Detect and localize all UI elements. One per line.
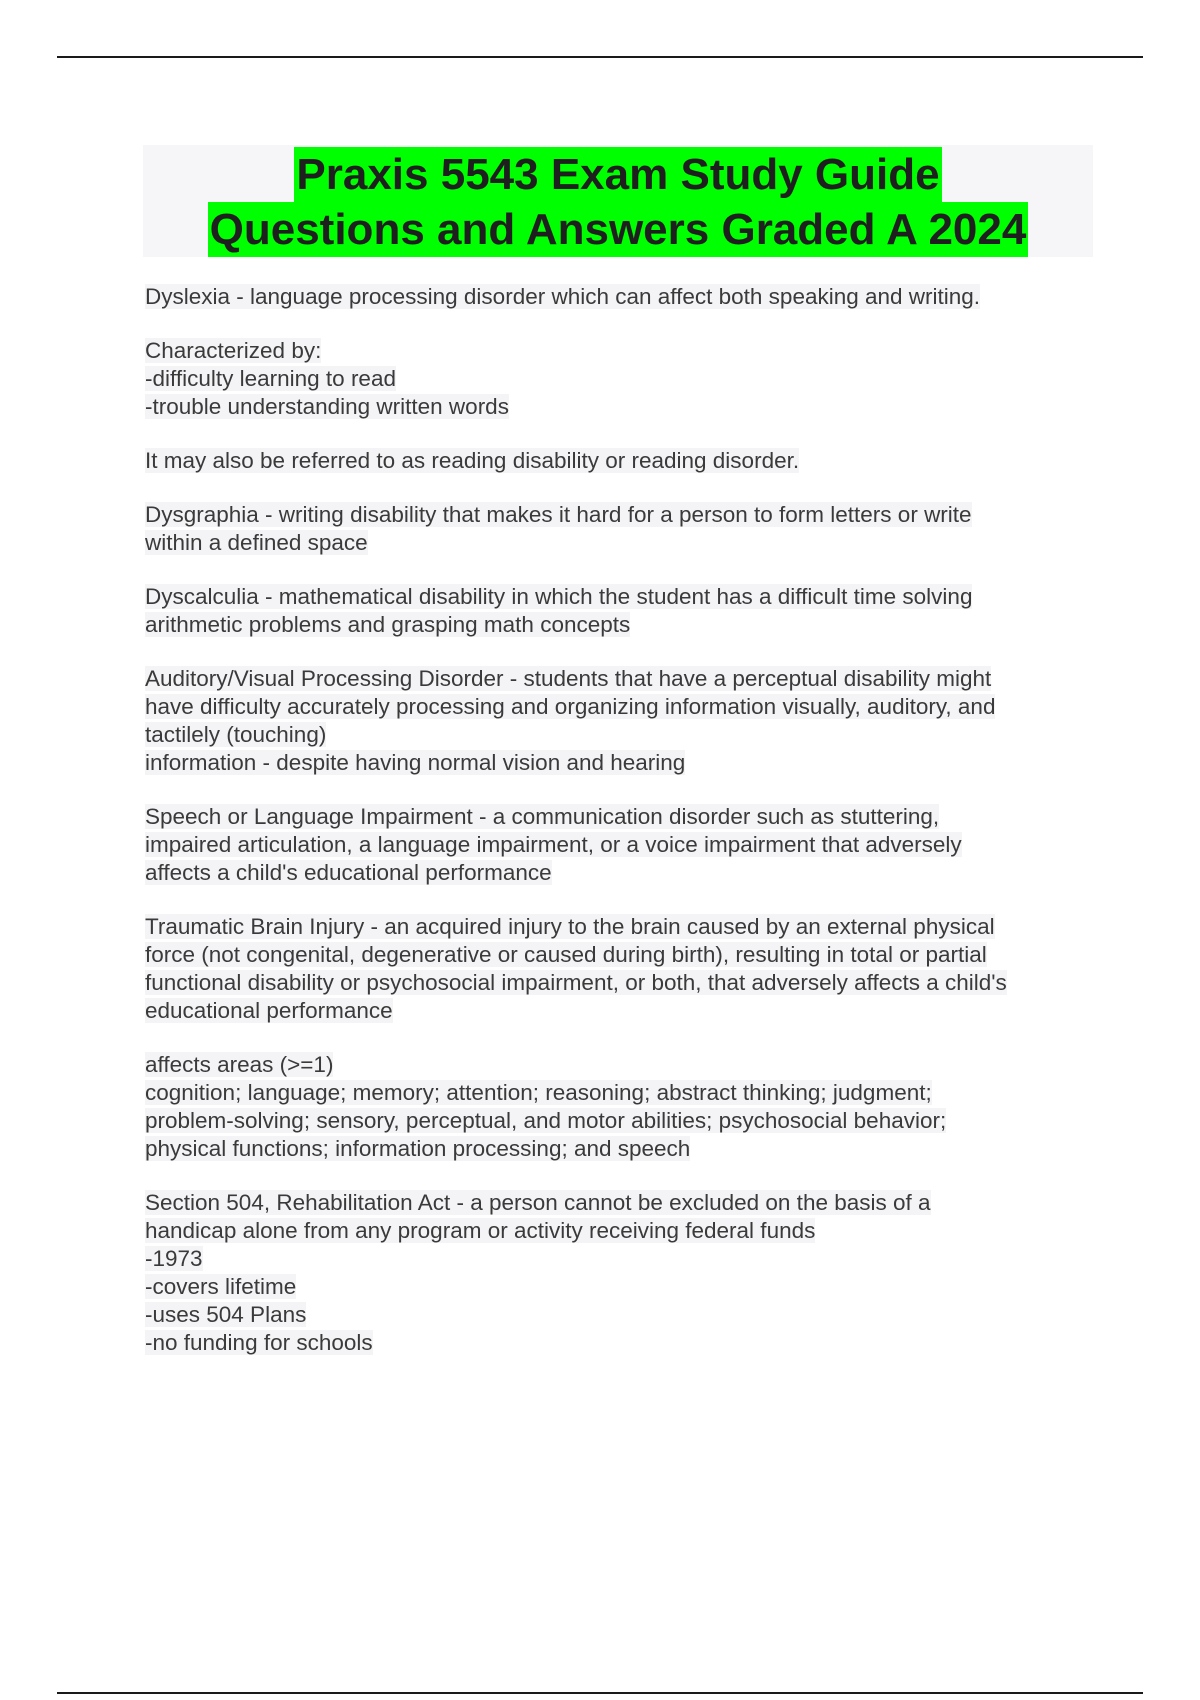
paragraph-line: [145, 283, 1080, 311]
paragraph-line: [145, 803, 1080, 831]
paragraph-line-text: impaired articulation, a language impairment, or a voice impairment that adversely: [145, 832, 962, 857]
paragraph-line-text: -trouble understanding written words: [145, 394, 509, 419]
paragraph-line: [145, 1189, 1080, 1217]
paragraph: [145, 337, 1080, 421]
paragraph-line: [145, 447, 1080, 475]
paragraph-line-text: information - despite having normal vision and hearing: [145, 750, 686, 775]
paragraph: [145, 803, 1080, 887]
paragraph-line-text: within a defined space: [145, 530, 368, 555]
paragraph-line-text: handicap alone from any program or activity receiving federal funds: [145, 1218, 816, 1243]
paragraph-line-text: functional disability or psychosocial impairment, or both, that adversely affects a child's: [145, 970, 1007, 995]
paragraph-line: [145, 337, 1080, 365]
paragraph-line-text: force (not congenital, degenerative or caused during birth), resulting in total or partial: [145, 942, 987, 967]
paragraph-line-text: cognition; language; memory; attention; reasoning; abstract thinking; judgment;: [145, 1080, 932, 1105]
paragraph-line-text: affects a child's educational performance: [145, 860, 552, 885]
paragraph-line: [145, 1051, 1080, 1079]
paragraph-line-text: Characterized by:: [145, 338, 322, 363]
paragraph-line: [145, 859, 1080, 887]
paragraph: [145, 1051, 1080, 1163]
paragraph: [145, 913, 1080, 1025]
paragraph-line: [145, 611, 1080, 639]
paragraph-line-text: educational performance: [145, 998, 393, 1023]
title-banner: [143, 145, 1093, 257]
paragraph-line-text: -covers lifetime: [145, 1274, 297, 1299]
paragraph-line: [145, 1245, 1080, 1273]
document-body: [145, 283, 1080, 1383]
paragraph-line: [145, 749, 1080, 777]
paragraph: [145, 583, 1080, 639]
paragraph-line: [145, 529, 1080, 557]
paragraph: [145, 501, 1080, 557]
paragraph-line: [145, 1329, 1080, 1357]
paragraph-line: [145, 969, 1080, 997]
paragraph-line-text: -no funding for schools: [145, 1330, 373, 1355]
paragraph-line-text: Dyslexia - language processing disorder which can affect both speaking and writing.: [145, 284, 981, 309]
document-title-line-1: Praxis 5543 Exam Study Guide: [294, 147, 941, 202]
paragraph-line-text: -difficulty learning to read: [145, 366, 396, 391]
paragraph-line: [145, 913, 1080, 941]
paragraph-line: [145, 997, 1080, 1025]
paragraph-line: [145, 1079, 1080, 1107]
paragraph-line-text: Dysgraphia - writing disability that makes it hard for a person to form letters or write: [145, 502, 972, 527]
paragraph: [145, 447, 1080, 475]
paragraph-line: [145, 583, 1080, 611]
paragraph-line-text: tactilely (touching): [145, 722, 327, 747]
paragraph-line: [145, 941, 1080, 969]
paragraph-line: [145, 1107, 1080, 1135]
bottom-divider: [57, 1692, 1143, 1694]
paragraph: [145, 665, 1080, 777]
paragraph-line: [145, 393, 1080, 421]
paragraph-line: [145, 1301, 1080, 1329]
paragraph-line-text: arithmetic problems and grasping math concepts: [145, 612, 631, 637]
paragraph: [145, 1189, 1080, 1357]
paragraph: [145, 283, 1080, 311]
paragraph-line-text: Section 504, Rehabilitation Act - a person cannot be excluded on the basis of a: [145, 1190, 931, 1215]
paragraph-line: [145, 693, 1080, 721]
top-divider: [57, 56, 1143, 58]
paragraph-line: [145, 831, 1080, 859]
document-title-line-2: Questions and Answers Graded A 2024: [208, 202, 1029, 257]
paragraph-line-text: It may also be referred to as reading disability or reading disorder.: [145, 448, 800, 473]
paragraph-line-text: Speech or Language Impairment - a communication disorder such as stuttering,: [145, 804, 940, 829]
paragraph-line-text: have difficulty accurately processing and organizing information visually, auditory, and: [145, 694, 996, 719]
paragraph-line-text: problem-solving; sensory, perceptual, and motor abilities; psychosocial behavior;: [145, 1108, 947, 1133]
paragraph-line: [145, 721, 1080, 749]
paragraph-line-text: Dyscalculia - mathematical disability in which the student has a difficult time solving: [145, 584, 973, 609]
paragraph-line-text: Auditory/Visual Processing Disorder - students that have a perceptual disability might: [145, 666, 992, 691]
paragraph-line: [145, 365, 1080, 393]
paragraph-line: [145, 1217, 1080, 1245]
paragraph-line-text: Traumatic Brain Injury - an acquired injury to the brain caused by an external physical: [145, 914, 995, 939]
paragraph-line: [145, 1135, 1080, 1163]
paragraph-line-text: -1973: [145, 1246, 203, 1271]
paragraph-line-text: affects areas (>=1): [145, 1052, 334, 1077]
paragraph-line-text: physical functions; information processing; and speech: [145, 1136, 691, 1161]
paragraph-line: [145, 501, 1080, 529]
paragraph-line: [145, 665, 1080, 693]
paragraph-line: [145, 1273, 1080, 1301]
paragraph-line-text: -uses 504 Plans: [145, 1302, 307, 1327]
